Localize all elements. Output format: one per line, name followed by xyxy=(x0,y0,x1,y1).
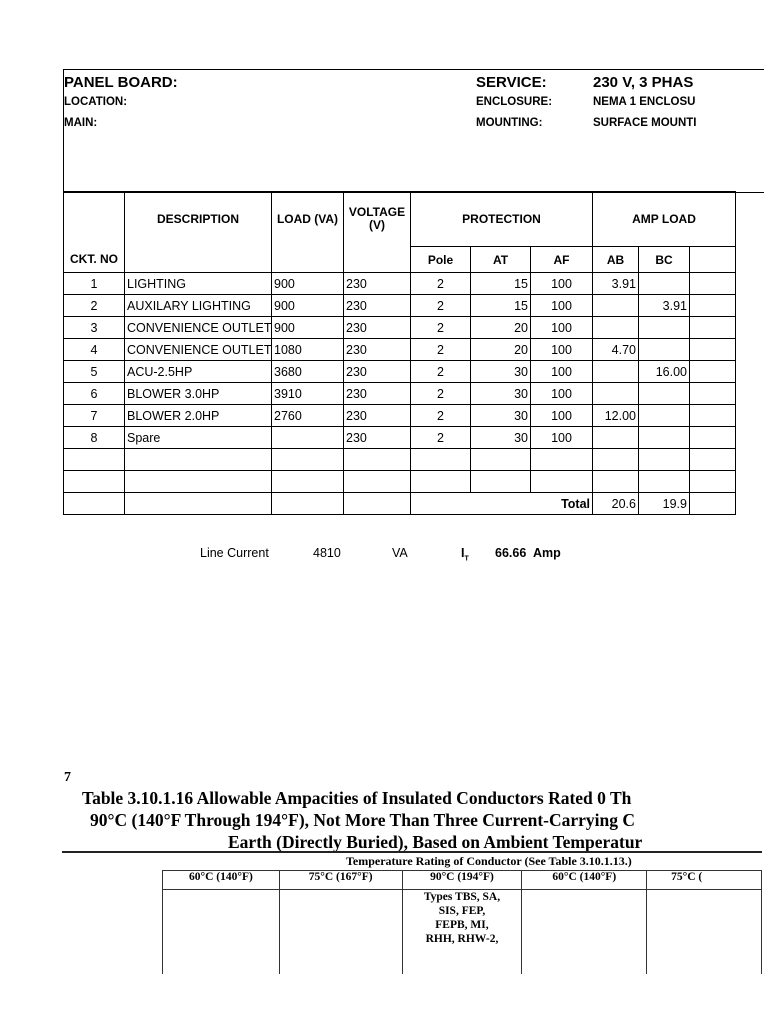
current-symbol xyxy=(461,546,469,563)
scan-types-line: FEPB, MI, xyxy=(435,919,489,931)
table-row xyxy=(64,317,736,339)
extra-cell xyxy=(690,361,736,383)
ckt-cell: 5 xyxy=(64,361,125,383)
ab-cell xyxy=(593,317,639,339)
scan-title-line-2: 90°C (140°F Through 194°F), Not More Than Three Current-Carrying C xyxy=(90,810,636,830)
voltage-cell: 230 xyxy=(344,295,411,317)
pole-cell: 2 xyxy=(411,383,471,405)
af-cell: 100 xyxy=(531,339,593,361)
scan-types-line: SIS, FEP, xyxy=(438,905,486,917)
description-cell: CONVENIENCE OUTLET xyxy=(125,339,272,361)
ckt-cell: 6 xyxy=(64,383,125,405)
bc-cell xyxy=(639,339,690,361)
load-header-bottom xyxy=(272,247,344,273)
enclosure-label: ENCLOSURE: xyxy=(476,96,553,108)
scan-types-line: RHH, RHW-2, xyxy=(425,933,499,945)
description-cell: LIGHTING xyxy=(125,273,272,295)
load-cell: 1080 xyxy=(272,339,344,361)
pole-cell: 2 xyxy=(411,273,471,295)
line-current-unit: VA xyxy=(392,546,408,560)
main-label: MAIN: xyxy=(64,117,98,129)
at-cell: 30 xyxy=(471,427,531,449)
ckt-cell: 2 xyxy=(64,295,125,317)
bc-cell xyxy=(639,405,690,427)
current-symbol-sub: T xyxy=(464,555,469,563)
panel-header xyxy=(63,69,764,193)
description-header: DESCRIPTION xyxy=(125,192,272,247)
voltage-cell: 230 xyxy=(344,427,411,449)
mounting-label: MOUNTING: xyxy=(476,117,543,129)
table-row xyxy=(64,339,736,361)
bc-cell xyxy=(639,273,690,295)
pole-cell: 2 xyxy=(411,317,471,339)
at-cell: 15 xyxy=(471,295,531,317)
empty-row xyxy=(64,471,736,493)
panel-board-label: PANEL BOARD: xyxy=(64,74,178,91)
description-cell: AUXILARY LIGHTING xyxy=(125,295,272,317)
ab-cell xyxy=(593,383,639,405)
extra-cell xyxy=(690,427,736,449)
ab-cell: 3.91 xyxy=(593,273,639,295)
pole-cell: 2 xyxy=(411,427,471,449)
voltage-cell: 230 xyxy=(344,361,411,383)
amp-load-extra-col xyxy=(690,247,736,273)
bc-cell xyxy=(639,317,690,339)
extra-cell xyxy=(690,405,736,427)
empty-row xyxy=(64,449,736,471)
description-cell: CONVENIENCE OUTLET xyxy=(125,317,272,339)
ab-cell: 12.00 xyxy=(593,405,639,427)
description-header-bottom xyxy=(125,247,272,273)
ckt-cell: 7 xyxy=(64,405,125,427)
ckt-cell: 4 xyxy=(64,339,125,361)
scan-types-line: Types TBS, SA, xyxy=(423,891,501,903)
load-cell: 3910 xyxy=(272,383,344,405)
scan-col-header: 75°C ( xyxy=(647,871,762,890)
bc-cell xyxy=(639,427,690,449)
scan-mark: 7 xyxy=(64,770,71,785)
voltage-header-bottom xyxy=(344,247,411,273)
af-cell: 100 xyxy=(531,427,593,449)
ckt-no-header: CKT. NO xyxy=(64,247,125,273)
pole-cell: 2 xyxy=(411,361,471,383)
ckt-no-header-top xyxy=(64,192,125,247)
total-ab: 20.6 xyxy=(593,493,639,515)
panel-schedule-table xyxy=(63,191,736,515)
af-cell: 100 xyxy=(531,361,593,383)
at-cell: 30 xyxy=(471,361,531,383)
load-cell: 900 xyxy=(272,273,344,295)
voltage-cell: 230 xyxy=(344,273,411,295)
enclosure-value: NEMA 1 ENCLOSU xyxy=(593,96,696,108)
at-cell: 15 xyxy=(471,273,531,295)
pole-cell: 2 xyxy=(411,339,471,361)
pole-cell: 2 xyxy=(411,405,471,427)
voltage-header: VOLTAGE (V) xyxy=(344,192,411,247)
af-cell: 100 xyxy=(531,383,593,405)
load-cell xyxy=(272,427,344,449)
af-cell: 100 xyxy=(531,405,593,427)
ab-cell xyxy=(593,361,639,383)
ckt-cell: 3 xyxy=(64,317,125,339)
location-label: LOCATION: xyxy=(64,96,128,108)
ab-cell xyxy=(593,427,639,449)
bc-header: BC xyxy=(639,247,690,273)
current-symbol-letter: I xyxy=(461,546,465,560)
table-row xyxy=(64,361,736,383)
extra-cell xyxy=(690,383,736,405)
extra-cell xyxy=(690,295,736,317)
extra-cell xyxy=(690,317,736,339)
mounting-value: SURFACE MOUNTI xyxy=(593,117,697,129)
current-amps: 66.66 xyxy=(495,546,527,560)
load-cell: 2760 xyxy=(272,405,344,427)
extra-cell xyxy=(690,339,736,361)
pole-cell: 2 xyxy=(411,295,471,317)
bc-cell: 16.00 xyxy=(639,361,690,383)
protection-header: PROTECTION xyxy=(411,192,593,247)
ckt-cell: 8 xyxy=(64,427,125,449)
header-row-2 xyxy=(64,247,736,273)
description-cell: BLOWER 3.0HP xyxy=(125,383,272,405)
ab-cell xyxy=(593,295,639,317)
af-cell: 100 xyxy=(531,295,593,317)
table-row xyxy=(64,273,736,295)
scan-header-row xyxy=(163,871,762,890)
current-amp-unit: Amp xyxy=(533,546,561,560)
description-cell: BLOWER 2.0HP xyxy=(125,405,272,427)
ab-cell: 4.70 xyxy=(593,339,639,361)
amp-load-header: AMP LOAD xyxy=(593,192,736,247)
table-row xyxy=(64,427,736,449)
voltage-cell: 230 xyxy=(344,383,411,405)
scan-title-line-1: Table 3.10.1.16 Allowable Ampacities of Insulated Conductors Rated 0 Th xyxy=(82,788,632,808)
scan-rule xyxy=(62,851,762,853)
service-value: 230 V, 3 PHAS xyxy=(593,74,694,91)
scan-col-header: 90°C (194°F) xyxy=(402,871,522,890)
scan-temperature-table xyxy=(162,870,762,974)
ckt-cell: 1 xyxy=(64,273,125,295)
load-cell: 900 xyxy=(272,317,344,339)
table-row xyxy=(64,405,736,427)
load-cell: 900 xyxy=(272,295,344,317)
description-cell: ACU-2.5HP xyxy=(125,361,272,383)
at-header: AT xyxy=(471,247,531,273)
scan-col-header: 75°C (167°F) xyxy=(279,871,402,890)
total-label: Total xyxy=(411,493,593,515)
scan-col-header: 60°C (140°F) xyxy=(163,871,280,890)
at-cell: 30 xyxy=(471,405,531,427)
at-cell: 20 xyxy=(471,317,531,339)
total-bc: 19.9 xyxy=(639,493,690,515)
service-label: SERVICE: xyxy=(476,74,547,91)
line-current-label: Line Current xyxy=(200,546,269,560)
at-cell: 30 xyxy=(471,383,531,405)
load-header: LOAD (VA) xyxy=(272,192,344,247)
bc-cell: 3.91 xyxy=(639,295,690,317)
af-header: AF xyxy=(531,247,593,273)
header-row-1 xyxy=(64,192,736,247)
extra-cell xyxy=(690,273,736,295)
bc-cell xyxy=(639,383,690,405)
load-cell: 3680 xyxy=(272,361,344,383)
scan-types-cell xyxy=(402,890,522,975)
voltage-cell: 230 xyxy=(344,339,411,361)
total-extra xyxy=(690,493,736,515)
af-cell: 100 xyxy=(531,273,593,295)
scan-col-header: 60°C (140°F) xyxy=(522,871,647,890)
table-row xyxy=(64,383,736,405)
pole-header: Pole xyxy=(411,247,471,273)
voltage-cell: 230 xyxy=(344,405,411,427)
voltage-cell: 230 xyxy=(344,317,411,339)
af-cell: 100 xyxy=(531,317,593,339)
description-cell: Spare xyxy=(125,427,272,449)
ab-header: AB xyxy=(593,247,639,273)
scan-body-row xyxy=(163,890,762,975)
scan-subheader: Temperature Rating of Conductor (See Table 3.10.1.13.) xyxy=(346,854,632,868)
line-current-value: 4810 xyxy=(313,546,341,560)
total-row xyxy=(64,493,736,515)
at-cell: 20 xyxy=(471,339,531,361)
ampacity-table-scan xyxy=(62,770,762,960)
table-row xyxy=(64,295,736,317)
scan-title-line-3: Earth (Directly Buried), Based on Ambient Temperatur xyxy=(228,832,643,852)
